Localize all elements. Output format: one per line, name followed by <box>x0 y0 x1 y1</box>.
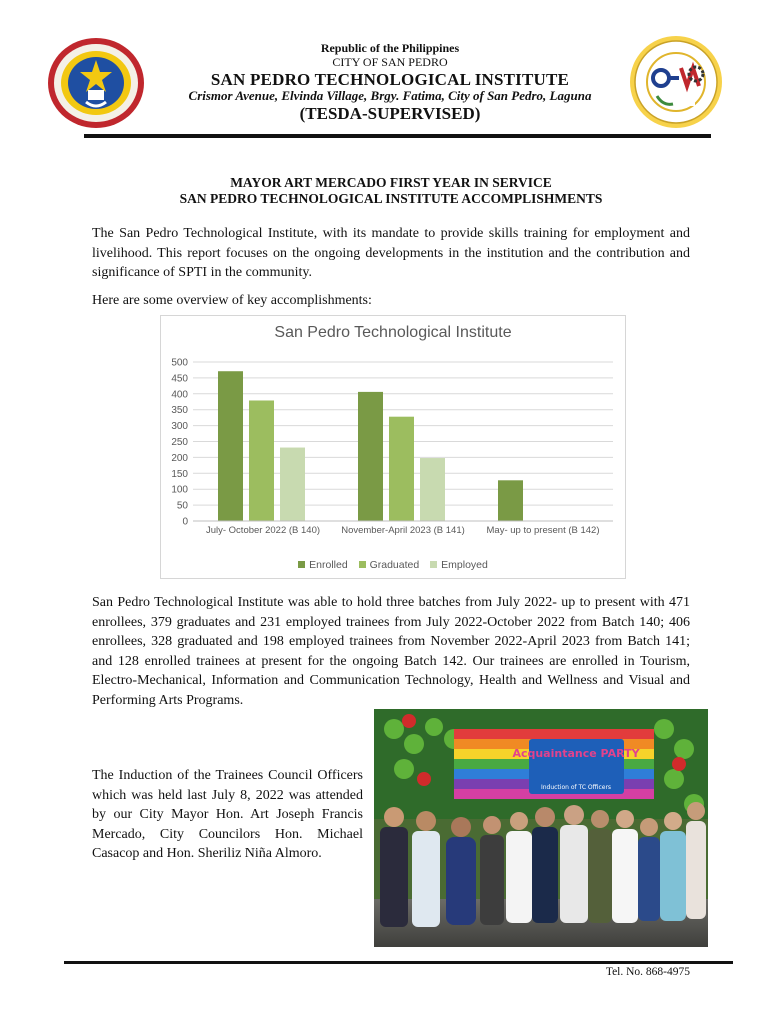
x-tick-label: May- up to present (B 142) <box>486 525 600 536</box>
telephone-number: Tel. No. 868-4975 <box>605 966 690 978</box>
y-tick-label: 100 <box>171 484 188 496</box>
bar-enrolled <box>498 480 523 521</box>
chart-legend <box>161 559 625 571</box>
bar-employed <box>420 458 445 521</box>
bar-employed <box>280 448 305 521</box>
summary-paragraph: San Pedro Technological Institute was able to hold three batches from July 2022- up to present with 471 enrollees, 379 graduates and 231 employed trainees from July 2022-October 2022 from Batch 140; 406 enrollees, 328 graduated and 198 employed trainees from November 2022-April 2023 from Batch 141; and 128 enrolled trainees at present for the ongoing Batch 142. Our trainees are enrolled in Tourism, Electro-Mechanical, Information and Communication Technology, Health and Wellness and Visual and Performing Arts Programs. <box>92 595 690 708</box>
supervision-label: (TESDA-SUPERVISED) <box>299 104 481 124</box>
institution-name: SAN PEDRO TECHNOLOGICAL INSTITUTE <box>210 69 570 89</box>
legend-swatch <box>430 561 437 568</box>
legend-label: Employed <box>441 559 488 571</box>
bar-graduated <box>249 400 274 521</box>
legend-graduated <box>359 559 420 571</box>
footer-divider <box>64 961 733 964</box>
y-tick-label: 200 <box>171 452 188 464</box>
header-divider <box>84 134 711 138</box>
x-tick-label: November-April 2023 (B 141) <box>341 525 465 536</box>
bar-graduated <box>389 417 414 521</box>
city-label: CITY OF SAN PEDRO <box>332 54 448 69</box>
induction-paragraph: The Induction of the Trainees Council Officers which was held last July 8, 2022 was attended by our City Mayor Hon. Art Joseph Francis Mercado, City Councilors Hon. Michael Casacop and Hon. Sheriliz Niña Almoro. <box>92 768 363 861</box>
y-tick-label: 150 <box>171 468 188 480</box>
photo-banner-text: Acquaintance PARTY <box>512 747 640 760</box>
overview-paragraph: Here are some overview of key accomplishments: <box>92 293 372 308</box>
x-tick-label: July- October 2022 (B 140) <box>205 525 321 536</box>
title-line-2: SAN PEDRO TECHNOLOGICAL INSTITUTE ACCOMPLISHMENTS <box>179 191 603 207</box>
y-tick-label: 350 <box>171 405 188 417</box>
legend-enrolled <box>298 559 348 571</box>
republic-label: Republic of the Philippines <box>320 41 460 55</box>
photo-banner-caption: Induction of TC Officers <box>540 784 612 791</box>
title-line-1: MAYOR ART MERCADO FIRST YEAR IN SERVICE <box>230 175 552 190</box>
y-tick-label: 300 <box>171 421 188 433</box>
y-tick-label: 400 <box>171 389 188 401</box>
institution-address: Crismor Avenue, Elvinda Village, Brgy. Fatima, City of San Pedro, Laguna <box>188 88 592 104</box>
bar-enrolled <box>358 392 383 521</box>
induction-event-photo <box>374 709 708 947</box>
chart-canvas <box>161 316 625 578</box>
document-title <box>92 175 690 207</box>
y-tick-label: 450 <box>171 373 188 385</box>
y-tick-label: 50 <box>176 500 188 512</box>
letterhead <box>150 42 630 124</box>
spti-logo <box>627 34 725 130</box>
legend-employed <box>430 559 488 571</box>
bar-enrolled <box>218 371 243 521</box>
legend-swatch <box>298 561 305 568</box>
y-tick-label: 250 <box>171 437 188 448</box>
accomplishments-chart <box>160 315 626 579</box>
intro-paragraph: The San Pedro Technological Institute, with its mandate to provide skills training for employment and livelihood. This report focuses on the ongoing developments in the institution and the contribution and significance of SPTI in the community. <box>92 226 690 280</box>
chart-title: San Pedro Technological Institute <box>274 324 512 341</box>
legend-swatch <box>359 561 366 568</box>
y-tick-label: 500 <box>171 357 188 369</box>
legend-label: Enrolled <box>309 559 348 571</box>
legend-label: Graduated <box>369 559 420 571</box>
y-tick-label: 0 <box>182 516 188 528</box>
city-seal-logo <box>46 36 146 130</box>
